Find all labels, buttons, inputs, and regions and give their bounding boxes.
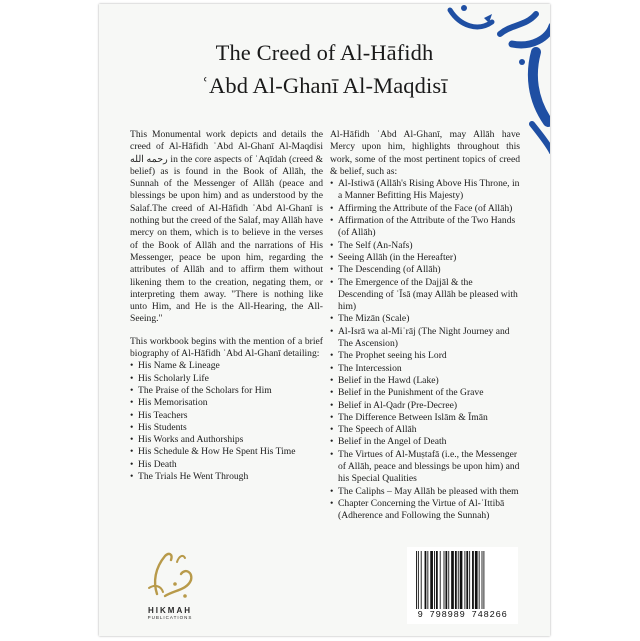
isbn-number: 9 798989 748266: [417, 610, 508, 620]
list-item: • His Name & Lineage: [130, 360, 323, 372]
list-item: • Belief in the Hawd (Lake): [330, 375, 520, 387]
book-back-cover: [99, 4, 550, 636]
barcode-area: [407, 547, 518, 624]
biography-list: [130, 360, 323, 483]
topics-intro: Al-Hāfidh ʿAbd Al-Ghanī, may Allāh have Mercy upon him, highlights throughout this work, some of the most pertinent topics of creed & belief, such as:: [330, 129, 520, 177]
list-item: • The Descending (of Allāh): [330, 264, 520, 276]
barcode: [415, 551, 510, 609]
list-item: • His Students: [130, 422, 323, 434]
publisher-name: HIKMAH: [148, 606, 192, 615]
list-item: • The Mizān (Scale): [330, 313, 520, 325]
publisher-subtitle: PUBLICATIONS: [147, 615, 193, 620]
title-line-1: The Creed of Al-Hāfidh: [215, 40, 434, 65]
book-title: [99, 36, 550, 102]
list-item: • His Death: [130, 459, 323, 471]
right-column: [330, 129, 520, 523]
list-item: • The Self (An-Nafs): [330, 240, 520, 252]
intro-paragraph: This Monumental work depicts and details the creed of Al-Hāfidh ʿAbd Al-Ghanī Al-Maqdisi رحمه الله in the core aspects of ʿAqīdah (creed & belief) as is found in the Book of Allāh, the Sunnah of the Messenger of Allāh (peace and blessings be upon him) and as understood by the Salaf.The creed of Al-Hāfidh ʿAbd Al-Ghanī is nothing but the creed of the Salaf, may Allāh have mercy on them, which is to believe in the verses of the Book of Allāh and the narrations of His Messenger, peace be upon him, regarding the attributes of Allāh and to affirm them without likening them to the creation, negating them, or interpreting them away. "There is nothing like unto Him, and He is the All-Hearing, the All-Seeing.": [130, 129, 324, 325]
list-item: • Al-Istiwā (Allāh's Rising Above His Throne, in a Manner Befitting His Majesty): [330, 178, 520, 203]
list-item: • His Memorisation: [130, 397, 323, 409]
calligraphy-logo-icon: [135, 544, 205, 604]
list-item: • Affirming the Attribute of the Face (of Allāh): [330, 203, 520, 215]
list-item: • Belief in Al-Qadr (Pre-Decree): [330, 400, 520, 412]
list-item: • The Intercession: [330, 363, 520, 375]
list-item: • The Praise of the Scholars for Him: [130, 385, 323, 397]
list-item: • Affirmation of the Attribute of the Two Hands (of Allāh): [330, 215, 520, 240]
list-item: • His Works and Authorships: [130, 434, 323, 446]
list-item: • His Scholarly Life: [130, 373, 323, 385]
list-item: • The Trials He Went Through: [130, 471, 323, 483]
list-item: • His Teachers: [130, 410, 323, 422]
list-item: • The Speech of Allāh: [330, 424, 520, 436]
list-item: • The Emergence of the Dajjāl & the Descending of ʿĪsā (may Allāh be pleased with him): [330, 277, 520, 314]
list-item: • Al-Isrā wa al-Miʿrāj (The Night Journey and The Ascension): [330, 326, 520, 351]
list-item: • Belief in the Punishment of the Grave: [330, 387, 520, 399]
list-item: • His Schedule & How He Spent His Time: [130, 446, 323, 458]
list-item: • Chapter Concerning the Virtue of Al-ʾIttibā (Adherence and Following the Sunnah): [330, 498, 520, 523]
biography-intro: This workbook begins with the mention of a brief biography of Al-Hāfidh ʿAbd Al-Ghanī detailing:: [130, 335, 323, 360]
publisher-logo: [135, 544, 205, 630]
list-item: • The Difference Between Islām & Īmān: [330, 412, 520, 424]
title-line-2: ʿAbd Al-Ghanī Al-Maqdisī: [201, 73, 448, 98]
list-item: • Seeing Allāh (in the Hereafter): [330, 252, 520, 264]
list-item: • The Caliphs – May Allāh be pleased with them: [330, 486, 520, 498]
list-item: • The Prophet seeing his Lord: [330, 350, 520, 362]
list-item: • Belief in the Angel of Death: [330, 436, 520, 448]
left-column: [130, 129, 323, 483]
topics-list: [330, 178, 520, 522]
list-item: • The Virtues of Al-Muṣtafā (i.e., the Messenger of Allāh, peace and blessings be upon him) and his Special Qualities: [330, 449, 520, 486]
